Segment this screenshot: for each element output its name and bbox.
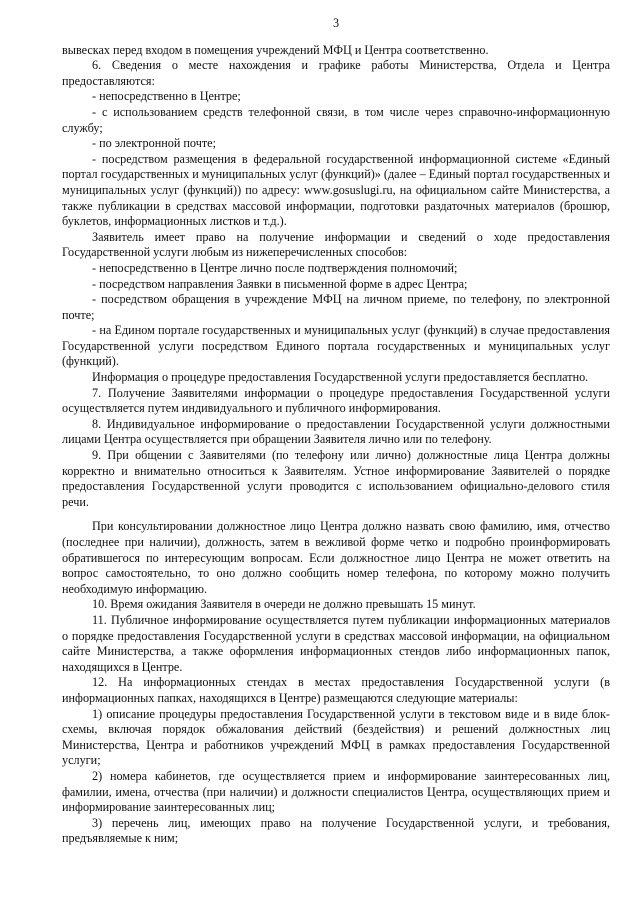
paragraph: 11. Публичное информирование осуществляется путем публикации информационных материалов о порядке предоставления Государственной услуги в средствах массовой информации, на официальном сайте Министерства, а также оформления информационных стендов либо информационных папок, находящихся в Центре. [62,612,610,674]
paragraph: вывесках перед входом в помещения учреждений МФЦ и Центра соответственно. [62,42,489,57]
paragraph: - посредством обращения в учреждение МФЦ на личном приеме, по телефону, по электронной почте; [62,292,610,322]
paragraph: 8. Индивидуальное информирование о предоставлении Государственной услуги должностными лицами Центра осуществляется при обращении Заявителя лично или по телефону. [62,416,610,447]
paragraph: 7. Получение Заявителями информации о процедуре предоставления Государственной услуги осуществляется путем индивидуального и публичного информирования. [62,385,610,416]
paragraph: 6. Сведения о месте нахождения и графике работы Министерства, Отдела и Центра предоставляются: [62,58,610,88]
paragraph: - по электронной почте; [92,136,216,151]
paragraph: - непосредственно в Центре; [92,89,241,104]
page-number: 3 [332,16,340,30]
paragraph: Информация о процедуре предоставления Государственной услуги предоставляется бесплатно. [92,370,589,385]
paragraph: 1) описание процедуры предоставления Государственной услуги в текстовом виде и в виде блок-схемы, включая порядок обжалования действий (бездействия) и решений должностных лиц Министерства, Центра и работников учреждений МФЦ в рамках предоставления Государственной услуги; [62,706,610,768]
paragraph: 10. Время ожидания Заявителя в очереди не должно превышать 15 минут. [92,597,476,612]
paragraph: 2) номера кабинетов, где осуществляется прием и информирование заинтересованных лиц, фамилии, имена, отчества (при наличии) и должности специалистов Центра, осуществляющих прием и информирование заинтересованных лиц; [62,768,610,815]
paragraph: 3) перечень лиц, имеющих право на получение Государственной услуги, и требования, предъявляемые к ним; [62,815,610,846]
document-body [62,43,610,847]
paragraph: - с использованием средств телефонной связи, в том числе через справочно-информационную службу; [62,104,610,135]
paragraph: - непосредственно в Центре лично после подтверждения полномочий; [92,260,458,275]
paragraph: 9. При общении с Заявителями (по телефону или лично) должностные лица Центра должны корректно и внимательно относиться к Заявителям. Устное информирование Заявителей о порядке предоставления Государственной услуги проводится с использованием официально-делового стиля речи. [62,448,610,509]
paragraph: - на Едином портале государственных и муниципальных услуг (функций) в случае предоставления Государственной услуги посредством Единого портала государственных и муниципальных услуг (функций). [62,323,610,369]
paragraph: 12. На информационных стендах в местах предоставления Государственной услуги (в информационных папках, находящихся в Центре) размещаются следующие материалы: [62,675,610,705]
paragraph: Заявитель имеет право на получение информации и сведений о ходе предоставления Государственной услуги любым из нижеперечисленных способов: [62,229,610,260]
paragraph: При консультировании должностное лицо Центра должно назвать свою фамилию, имя, отчество (последнее при наличии), должность, затем в вежливой форме четко и подробно проинформировать обратившегося по интересующим вопросам. Если должностное лицо Центра не может ответить на вопрос самостоятельно, то оно должно сообщить номер телефона, по которому можно получить необходимую информацию. [62,519,610,596]
paragraph: - посредством размещения в федеральной государственной информационной системе «Единый портал государственных и муниципальных услуг (функций)» (далее – Единый портал государственных и муниципальных услуг (функций)) по адресу: www.gosuslugi.ru, на официальном сайте Министерства, а также публикации в средствах массовой информации, подготовки раздаточных материалов (брошюр, буклетов, информационных листков и т.д.). [62,151,610,229]
paragraph: - посредством направления Заявки в письменной форме в адрес Центра; [92,276,468,291]
